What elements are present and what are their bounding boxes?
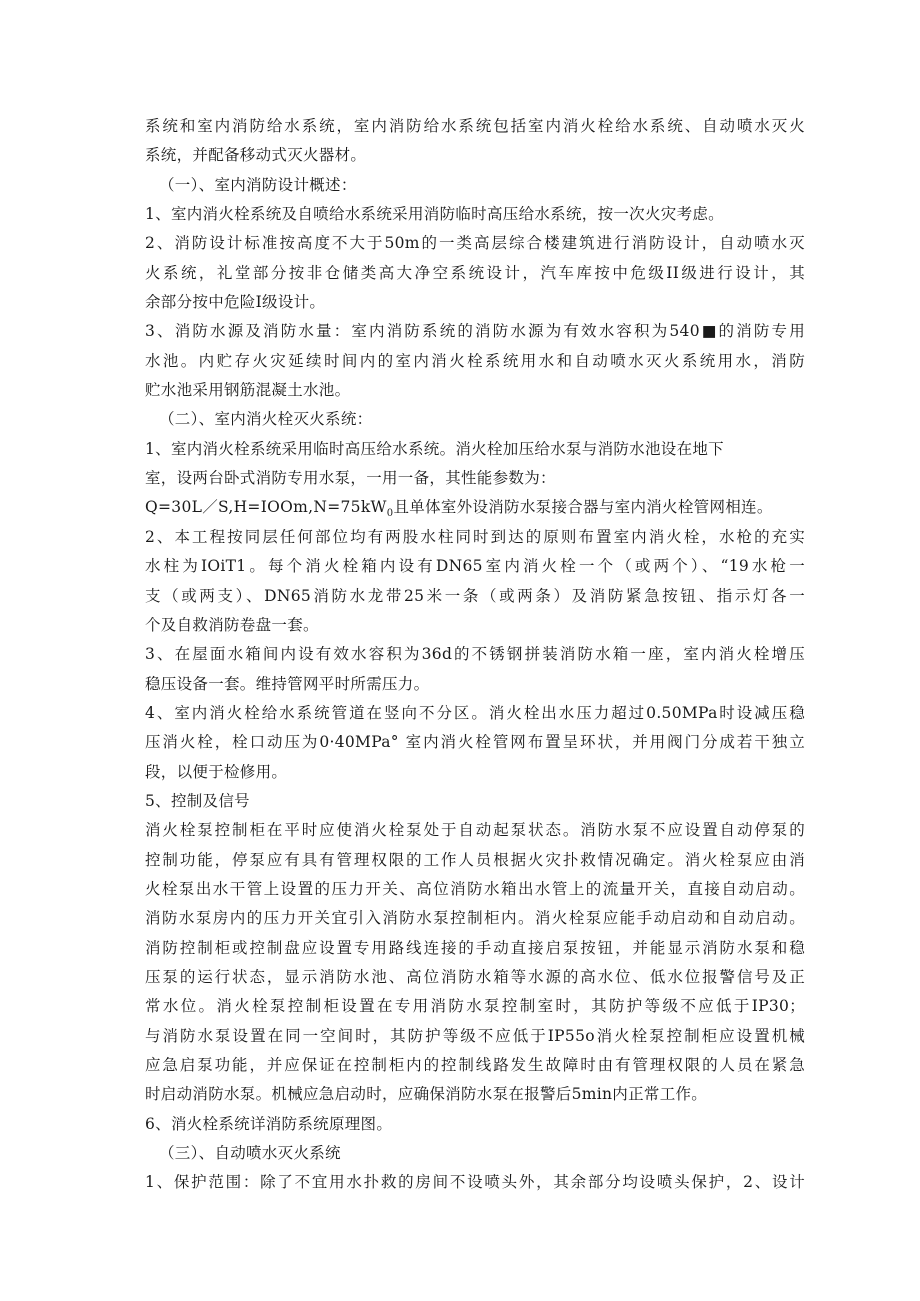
text-line [145, 1051, 805, 1080]
line-text: 时启动消防水泵。机械应急启动时，应确保消防水泵在报警后5min内正常工作。 [145, 1085, 708, 1104]
text-line [145, 259, 805, 288]
line-text: 压消火栓，栓口动压为0·40MPa° 室内消火栓管网布置呈环状，并用阀门分成若干独立 [145, 733, 805, 752]
line-text: 常水位。消火栓泵控制柜设置在专用消防水泵控制室时，其防护等级不应低于IP30； [145, 997, 805, 1016]
text-line [145, 582, 805, 611]
line-text: 火栓泵出水干管上设置的压力开关、高位消防水箱出水管上的流量开关，直接自动启动。 [145, 879, 805, 898]
text-line [145, 376, 805, 405]
line-text-tail: 且单体室外设消防水泵接合器与室内消火栓管网相连。 [393, 498, 773, 517]
text-line [145, 963, 805, 992]
text-line [145, 1080, 805, 1109]
line-text: 消防水泵房内的压力开关宜引入消防水泵控制柜内。消火栓泵应能手动启动和自动启动。 [145, 909, 805, 928]
text-line [145, 670, 805, 699]
line-text: 消火栓泵控制柜在平时应使消火栓泵处于自动起泵状态。消防水泵不应设置自动停泵的 [145, 821, 805, 840]
text-line [145, 1022, 805, 1051]
text-line [145, 288, 805, 317]
text-line [145, 846, 805, 875]
text-line [145, 523, 805, 552]
line-text: 2、本工程按同层任何部位均有两股水柱同时到达的原则布置室内消火栓，水枪的充实 [145, 527, 805, 546]
text-line [145, 992, 805, 1021]
text-line [145, 493, 805, 522]
text-line [145, 347, 805, 376]
text-line [145, 640, 805, 669]
line-text: Q=30L／S,H=IOOm,N=75kW [145, 498, 387, 517]
text-line [145, 728, 805, 757]
text-line [145, 229, 805, 258]
text-line [145, 435, 805, 464]
line-text: 1、保护范围：除了不宜用水扑救的房间不设喷头外，其余部分均设喷头保护，2、设计 [145, 1173, 805, 1192]
text-line [145, 171, 805, 200]
line-text: 贮水池采用钢筋混凝土水池。 [145, 381, 351, 400]
line-text: 系统和室内消防给水系统，室内消防给水系统包括室内消火栓给水系统、自动喷水灭火 [145, 117, 805, 135]
text-line [145, 758, 805, 787]
text-line [145, 699, 805, 728]
line-text: 1、室内消火栓系统及自喷给水系统采用消防临时高压给水系统，按一次火灾考虑。 [145, 205, 724, 224]
line-text: 2、消防设计标准按高度不大于50m的一类高层综合楼建筑进行消防设计，自动喷水灭 [145, 234, 805, 253]
text-line [145, 787, 805, 816]
line-text: 应急启泵功能，并应保证在控制柜内的控制线路发生故障时由有管理权限的人员在紧急 [145, 1056, 805, 1074]
line-text: （三）、自动喷水灭火系统 [159, 1144, 341, 1163]
text-line [145, 464, 805, 493]
document-body [145, 112, 805, 1198]
line-text: 水池。内贮存火灾延续时间内的室内消火栓系统用水和自动喷水灭火系统用水，消防 [145, 351, 805, 370]
text-line [145, 611, 805, 640]
line-text: 支（或两支）、DN65消防水龙带25米一条（或两条）及消防紧急按钮、指示灯各一 [145, 586, 805, 605]
line-text: 个及自救消防卷盘一套。 [145, 615, 319, 634]
line-text: 1、室内消火栓系统采用临时高压给水系统。消火栓加压给水泵与消防水池设在地下 [145, 439, 724, 458]
line-text: 消防控制柜或控制盘应设置专用路线连接的手动直接启泵按钮，并能显示消防水泵和稳 [145, 938, 805, 957]
text-line [145, 1168, 805, 1197]
text-line [145, 112, 805, 141]
text-line [145, 816, 805, 845]
line-text: 与消防水泵设置在同一空间时，其防护等级不应低于IP55o消火栓泵控制柜应设置机械 [145, 1026, 805, 1045]
subscript-text: 0 [386, 508, 394, 520]
text-line [145, 317, 805, 346]
line-text: （二）、室内消火栓灭火系统： [159, 410, 373, 429]
text-line [145, 141, 805, 170]
text-line [145, 405, 805, 434]
line-text: 室，设两台卧式消防专用水泵，一用一备，其性能参数为： [145, 469, 556, 488]
text-line [145, 1139, 805, 1168]
line-text: （一）、室内消防设计概述： [159, 175, 357, 194]
line-text: 6、消火栓系统详消防系统原理图。 [145, 1114, 393, 1133]
line-text: 5、控制及信号 [145, 791, 250, 810]
line-text: 控制功能，停泵应有具有管理权限的工作人员根据火灾扑救情况确定。消火栓泵应由消 [145, 850, 805, 869]
text-line [145, 904, 805, 933]
line-text: 余部分按中危险Ⅰ级设计。 [145, 293, 326, 312]
text-line [145, 552, 805, 581]
text-line [145, 934, 805, 963]
text-line [145, 875, 805, 904]
line-text: 水柱为IOiT1。每个消火栓箱内设有DN65室内消火栓一个（或两个）、“19水枪一 [145, 557, 805, 576]
line-text: 压泵的运行状态，显示消防水池、高位消防水箱等水源的高水位、低水位报警信号及正 [145, 967, 805, 986]
line-text: 稳压设备一套。维持管网平时所需压力。 [145, 674, 430, 693]
line-text: 火系统，礼堂部分按非仓储类高大净空系统设计，汽车库按中危级II级进行设计，其 [145, 263, 805, 282]
line-text: 4、室内消火栓给水系统管道在竖向不分区。消火栓出水压力超过0.50MPa时设减压稳 [145, 703, 805, 722]
line-text: 系统，并配备移动式灭火器材。 [145, 146, 367, 165]
line-text: 段，以便于检修用。 [145, 762, 288, 781]
text-line [145, 200, 805, 229]
text-line [145, 1110, 805, 1139]
line-text: 3、消防水源及消防水量：室内消防系统的消防水源为有效水容积为540■的消防专用 [145, 322, 805, 341]
line-text: 3、在屋面水箱间内设有效水容积为36d的不锈钢拼装消防水箱一座，室内消火栓增压 [145, 645, 805, 664]
